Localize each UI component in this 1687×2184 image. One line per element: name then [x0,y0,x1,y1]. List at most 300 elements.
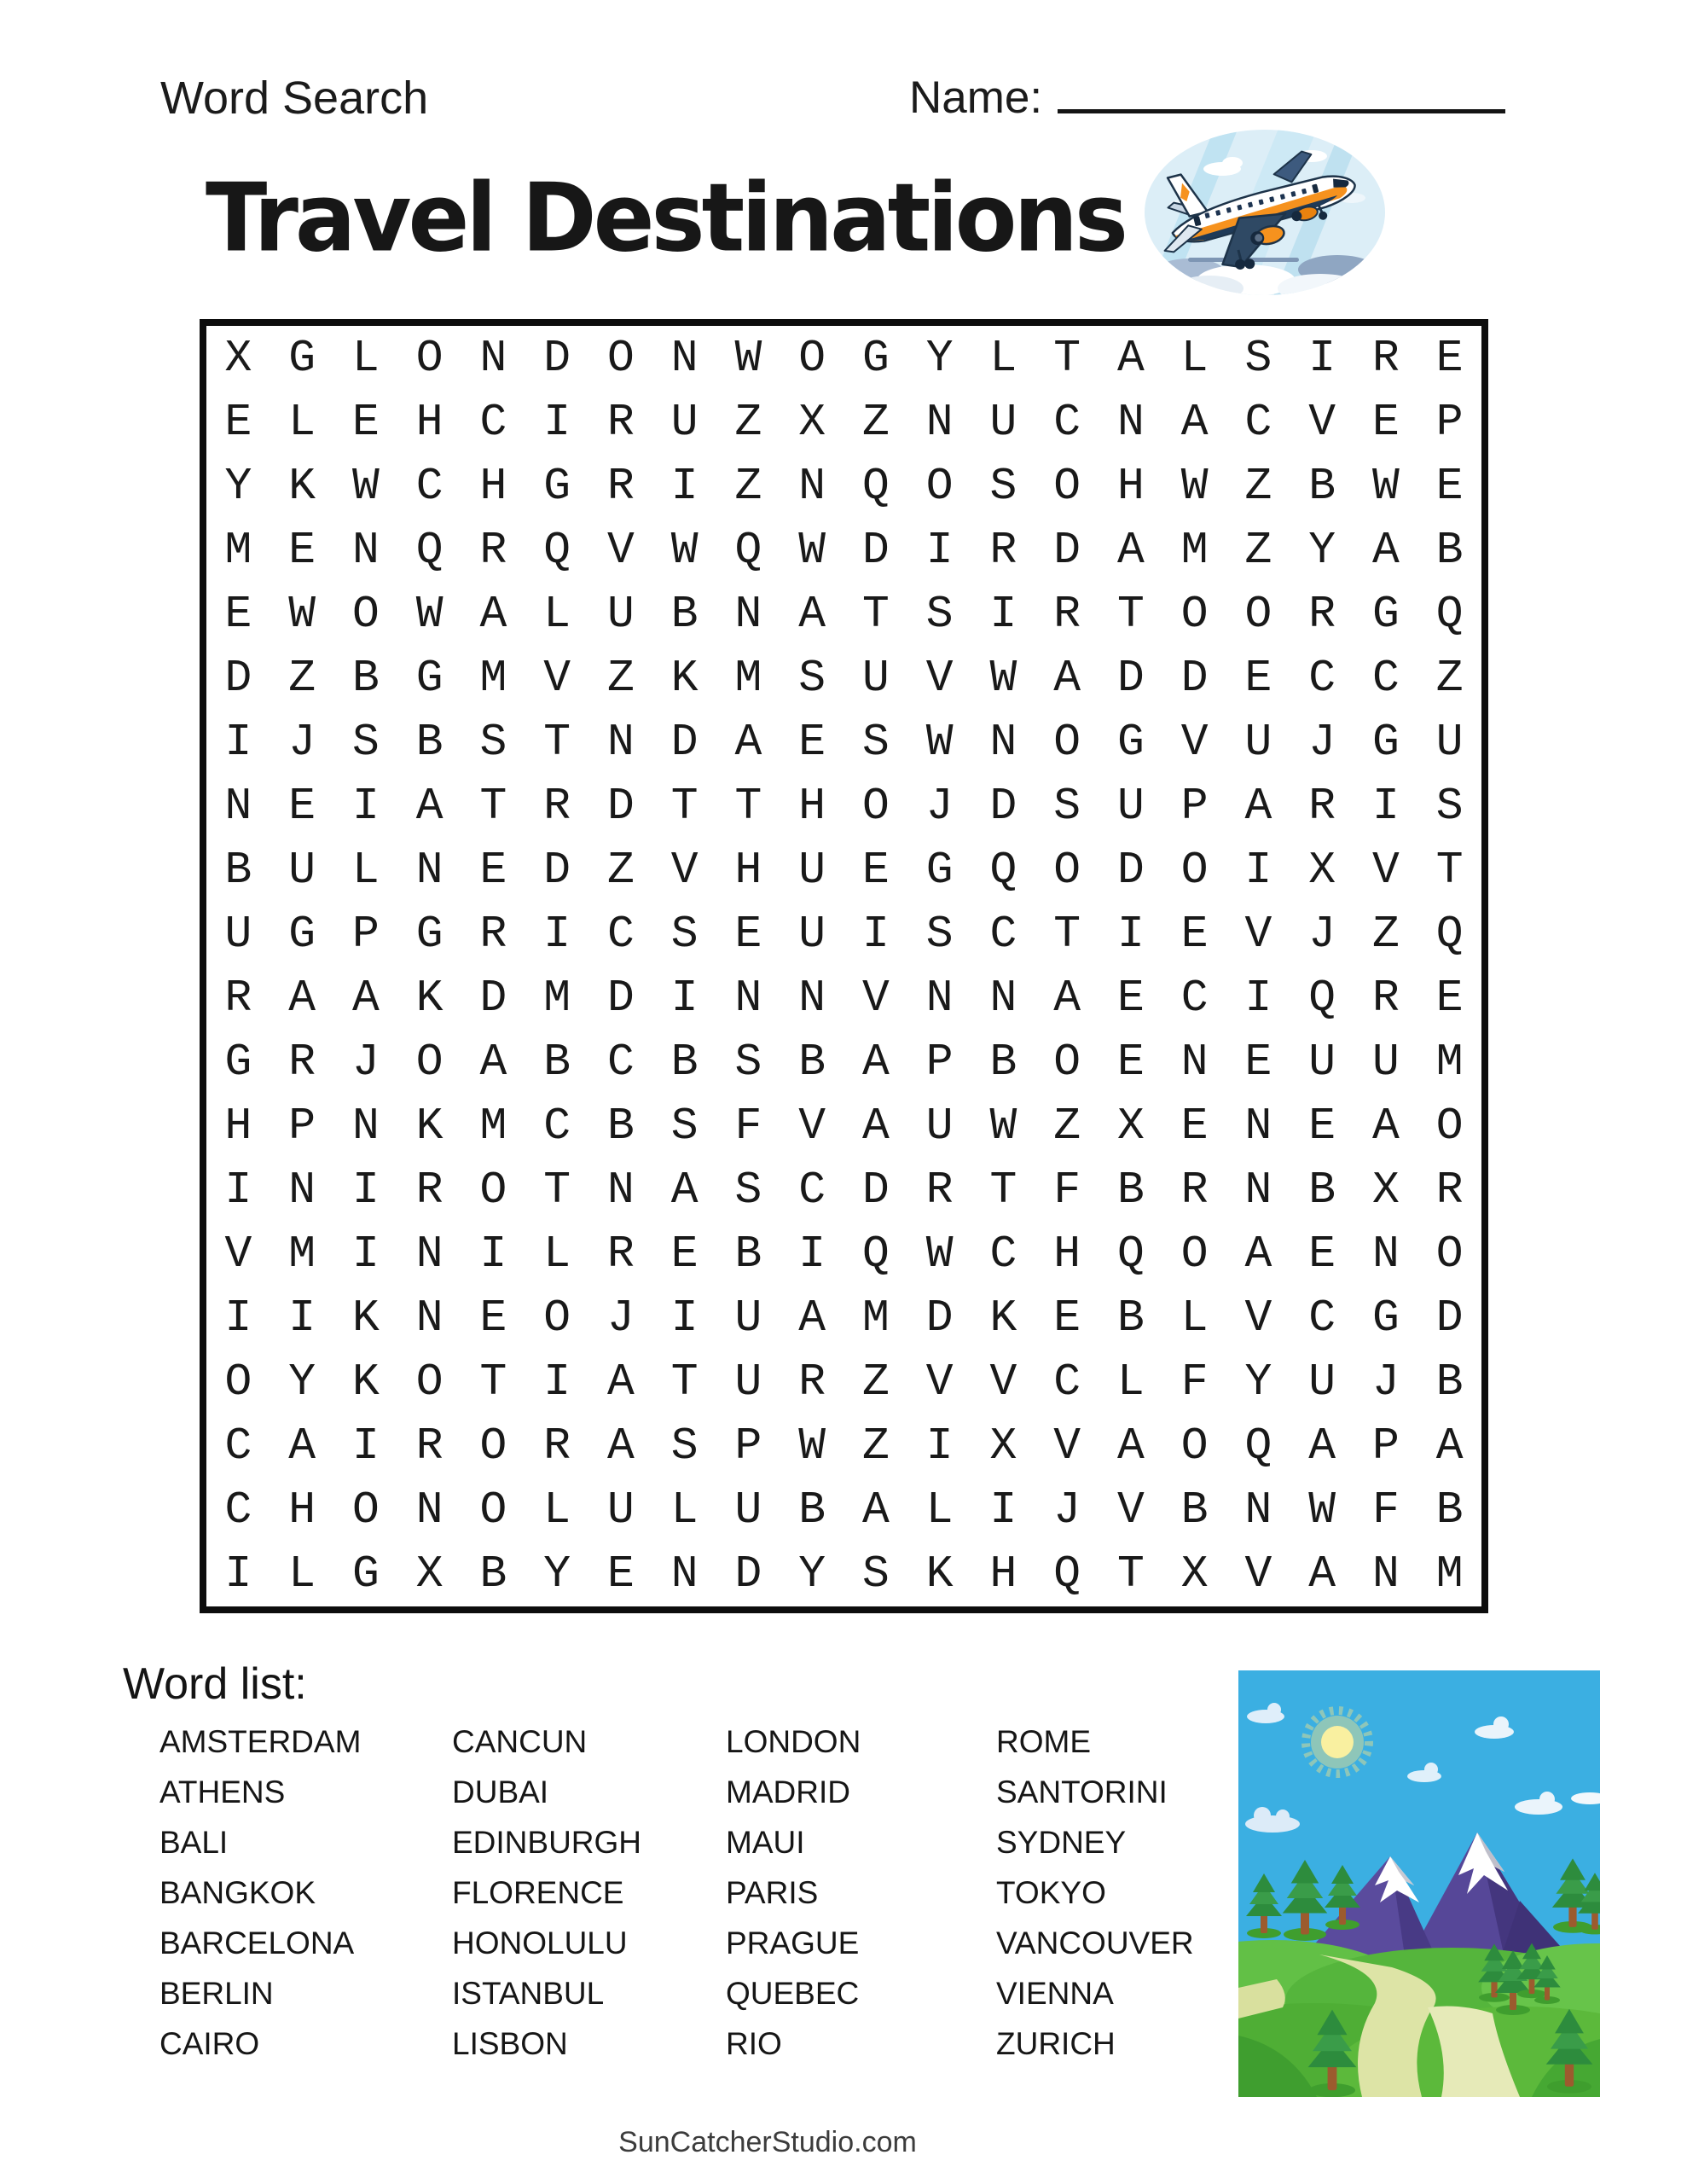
cloud-band [1137,255,1377,300]
grid-cell: K [351,1356,380,1409]
grid-cell: Z [606,652,635,704]
grid-cell: S [734,1037,762,1089]
grid-cell: E [1371,396,1400,448]
grid-cell: N [1371,1228,1400,1281]
grid-cell: B [1308,460,1336,512]
grid-cell: D [861,1165,890,1217]
grid-cell: G [288,908,316,960]
grid-cell: A [798,1292,826,1345]
grid-cell: L [925,1484,954,1536]
grid-cell: Y [925,332,954,384]
grid-cell: O [415,1356,443,1409]
grid-cell: O [798,332,826,384]
grid-cell: F [1053,1165,1081,1217]
grid-cell: I [1308,332,1336,384]
grid-cell: A [670,1165,699,1217]
grid-cell: A [288,973,316,1025]
grid-cell: G [351,1548,380,1600]
grid-cell: B [415,716,443,768]
grid-cell: R [1308,780,1336,832]
grid-cell: A [1371,1101,1400,1153]
grid-cell: H [734,844,762,896]
grid-cell: I [1371,780,1400,832]
grid-cell: R [606,1228,635,1281]
grid-cell: L [543,1484,571,1536]
grid-cell: Z [861,1420,890,1472]
grid-cell: R [1371,332,1400,384]
grid-cell: R [415,1420,443,1472]
grid-cell: P [1435,396,1464,448]
grid-cell: J [925,780,954,832]
grid-cell: I [670,460,699,512]
grid-cell: B [989,1037,1017,1089]
word-item: BANGKOK [159,1875,316,1910]
grid-cell: U [288,844,316,896]
grid-cell: S [670,1101,699,1153]
grid-cell: E [1244,652,1272,704]
grid-cell: U [606,1484,635,1536]
grid-cell: I [989,1484,1017,1536]
grid-cell: M [479,652,507,704]
grid-cell: Q [734,524,762,576]
grid-cell: S [1244,332,1272,384]
grid-cell: N [989,716,1017,768]
word-item: BERLIN [159,1976,274,2011]
grid-cell: V [989,1356,1017,1409]
grid-cell: Q [989,844,1017,896]
grid-cell: N [288,1165,316,1217]
grid-cell: T [1435,844,1464,896]
grid-cell: V [606,524,635,576]
grid-cell: W [798,1420,826,1472]
word-item: RIO [726,2026,782,2061]
grid-cell: E [606,1548,635,1600]
grid-cell: S [1053,780,1081,832]
word-item: PARIS [726,1875,819,1910]
grid-cell: E [734,908,762,960]
grid-cell: C [415,460,443,512]
grid-cell: I [224,716,252,768]
grid-cell: S [925,588,954,640]
grid-cell: E [479,844,507,896]
grid-cell: G [1371,588,1400,640]
grid-cell: O [415,1037,443,1089]
grid-cell: E [1180,1101,1209,1153]
grid-cell: N [1244,1165,1272,1217]
grid-cell: F [734,1101,762,1153]
grid-cell: K [351,1292,380,1345]
grid-cell: T [670,1356,699,1409]
grid-cell: B [543,1037,571,1089]
grid-cell: E [288,524,316,576]
grid-cell: O [479,1484,507,1536]
grid-cell: X [798,396,826,448]
grid-cell: P [1371,1420,1400,1472]
grid-cell: S [1435,780,1464,832]
grid-cell: S [861,716,890,768]
grid-cell: X [1308,844,1336,896]
grid-cell: C [989,1228,1017,1281]
grid-cell: U [798,908,826,960]
grid-cell: N [670,332,699,384]
grid-cell: I [351,1165,380,1217]
grid-cell: T [989,1165,1017,1217]
grid-cell: R [606,396,635,448]
grid-cell: D [1435,1292,1464,1345]
grid-cell: P [351,908,380,960]
word-item: VIENNA [996,1976,1114,2011]
grid-cell: E [670,1228,699,1281]
grid-cell: P [1180,780,1209,832]
grid-cell: H [479,460,507,512]
grid-cell: L [670,1484,699,1536]
grid-cell: V [1244,908,1272,960]
grid-cell: R [479,524,507,576]
grid-cell: O [351,1484,380,1536]
grid-cell: T [479,1356,507,1409]
grid-cell: A [861,1484,890,1536]
grid-cell: Y [1308,524,1336,576]
grid-cell: I [543,396,571,448]
word-item: VANCOUVER [996,1926,1194,1960]
grid-cell: I [224,1292,252,1345]
grid-cell: K [415,973,443,1025]
word-item: ROME [996,1724,1091,1759]
grid-cell: C [1180,973,1209,1025]
grid-cell: G [224,1037,252,1089]
grid-cell: N [670,1548,699,1600]
grid-cell: J [1308,908,1336,960]
grid-cell: I [351,780,380,832]
grid-cell: U [989,396,1017,448]
grid-cell: W [1180,460,1209,512]
grid-cell: N [1116,396,1145,448]
grid-cell: R [989,524,1017,576]
grid-cell: I [1244,973,1272,1025]
grid-cell: N [1244,1101,1272,1153]
grid-cell: C [1308,1292,1336,1345]
grid-cell: V [925,1356,954,1409]
grid-cell: R [1180,1165,1209,1217]
grid-cell: O [1180,1420,1209,1472]
grid-cell: P [734,1420,762,1472]
word-item: LISBON [452,2026,568,2061]
grid-cell: D [224,652,252,704]
grid-cell: Q [1308,973,1336,1025]
worksheet-type-label: Word Search [160,73,429,124]
grid-cell: V [798,1101,826,1153]
grid-cell: L [989,332,1017,384]
grid-cell: W [351,460,380,512]
grid-cell: Q [543,524,571,576]
grid-cell: G [861,332,890,384]
grid-cell: L [1180,332,1209,384]
grid-cell: C [989,908,1017,960]
grid-cell: I [798,1228,826,1281]
grid-cell: O [861,780,890,832]
grid-cell: I [670,973,699,1025]
grid-cell: S [734,1165,762,1217]
grid-cell: T [1116,588,1145,640]
grid-cell: E [1116,1037,1145,1089]
grid-cell: Q [861,460,890,512]
grid-cell: N [606,716,635,768]
grid-cell: O [1053,716,1081,768]
word-item: ISTANBUL [452,1976,605,2011]
grid-cell: K [925,1548,954,1600]
word-item: BARCELONA [159,1926,355,1960]
grid-cell: W [1308,1484,1336,1536]
grid-cell: W [798,524,826,576]
grid-cell: M [861,1292,890,1345]
grid-cell: F [1371,1484,1400,1536]
grid-cell: V [861,973,890,1025]
grid-cell: E [1244,1037,1272,1089]
grid-cell: B [479,1548,507,1600]
grid-cell: N [479,332,507,384]
grid-cell: E [1308,1101,1336,1153]
grid-cell: U [1116,780,1145,832]
grid-cell: G [1371,1292,1400,1345]
grid-cell: E [1308,1228,1336,1281]
grid-cell: N [734,973,762,1025]
grid-cell: Z [606,844,635,896]
grid-cell: O [351,588,380,640]
grid-cell: N [606,1165,635,1217]
grid-cell: S [670,908,699,960]
grid-cell: M [734,652,762,704]
grid-cell: N [1180,1037,1209,1089]
grid-cell: H [415,396,443,448]
word-item: HONOLULU [452,1926,628,1960]
grid-cell: S [479,716,507,768]
grid-cell: Z [861,1356,890,1409]
grid-cell: H [1116,460,1145,512]
grid-cell: D [1053,524,1081,576]
grid-cell: W [288,588,316,640]
grid-cell: A [606,1356,635,1409]
grid-cell: B [798,1037,826,1089]
grid-cell: C [543,1101,571,1153]
grid-cell: V [1180,716,1209,768]
grid-cell: V [670,844,699,896]
grid-cell: H [288,1484,316,1536]
grid-cell: O [1180,844,1209,896]
grid-cell: U [670,396,699,448]
grid-cell: X [415,1548,443,1600]
grid-cell: A [415,780,443,832]
grid-cell: I [224,1548,252,1600]
grid-cell: C [1053,1356,1081,1409]
grid-cell: O [1180,588,1209,640]
word-list-heading: Word list: [123,1659,307,1709]
grid-cell: U [861,652,890,704]
grid-cell: X [224,332,252,384]
name-label: Name: [909,73,1043,123]
grid-cell: B [1116,1165,1145,1217]
letter-grid [200,319,1488,1613]
grid-cell: Q [1435,908,1464,960]
word-list-column [726,1716,861,2069]
grid-cell: O [224,1356,252,1409]
grid-cell: N [224,780,252,832]
word-item: LONDON [726,1724,861,1759]
grid-cell: C [798,1165,826,1217]
grid-cell: M [1435,1548,1464,1600]
puzzle-title: Travel Destinations [205,163,1126,273]
grid-cell: U [734,1356,762,1409]
grid-cell: M [1180,524,1209,576]
grid-cell: V [1116,1484,1145,1536]
grid-cell: R [415,1165,443,1217]
grid-cell: Z [288,652,316,704]
grid-cell: E [224,588,252,640]
grid-cell: L [543,1228,571,1281]
grid-cell: S [798,652,826,704]
grid-cell: C [606,908,635,960]
grid-cell: D [606,973,635,1025]
grid-cell: D [989,780,1017,832]
grid-cell: E [351,396,380,448]
grid-cell: Q [861,1228,890,1281]
grid-cell: M [543,973,571,1025]
grid-cell: C [1244,396,1272,448]
grid-cell: I [861,908,890,960]
grid-cell: D [606,780,635,832]
grid-cell: C [224,1420,252,1472]
grid-cell: I [925,1420,954,1472]
grid-cell: W [1371,460,1400,512]
grid-cell: S [351,716,380,768]
grid-cell: A [288,1420,316,1472]
grid-cell: B [606,1101,635,1153]
grid-cell: D [861,524,890,576]
grid-cell: S [989,460,1017,512]
grid-cell: Z [1244,524,1272,576]
word-item: TOKYO [996,1875,1106,1910]
grid-cell: T [734,780,762,832]
grid-cell: N [798,460,826,512]
grid-cell: C [1371,652,1400,704]
grid-cell: N [734,588,762,640]
grid-cell: E [1116,973,1145,1025]
grid-cell: A [1308,1420,1336,1472]
grid-cell: T [1116,1548,1145,1600]
grid-cell: V [1371,844,1400,896]
grid-cell: A [606,1420,635,1472]
grid-cell: B [1435,1356,1464,1409]
grid-cell: U [1244,716,1272,768]
grid-cell: J [288,716,316,768]
airplane-illustration [1137,125,1393,300]
grid-cell: Z [1435,652,1464,704]
grid-cell: Q [415,524,443,576]
grid-cell: B [670,588,699,640]
word-item: BALI [159,1825,229,1860]
grid-cell: C [1308,652,1336,704]
grid-cell: J [1053,1484,1081,1536]
grid-cell: A [479,588,507,640]
grid-cell: E [1435,332,1464,384]
grid-cell: I [288,1292,316,1345]
grid-cell: M [1435,1037,1464,1089]
grid-cell: Z [1053,1101,1081,1153]
grid-cell: T [479,780,507,832]
grid-cell: N [1371,1548,1400,1600]
grid-cell: U [1435,716,1464,768]
landscape-illustration [1238,1670,1600,2097]
grid-cell: I [351,1228,380,1281]
grid-cell: S [670,1420,699,1472]
grid-cell: W [415,588,443,640]
word-item: SANTORINI [996,1774,1168,1809]
grid-cell: T [543,1165,571,1217]
grid-cell: O [1244,588,1272,640]
grid-cell: R [1308,588,1336,640]
grid-cell: R [606,460,635,512]
grid-cell: O [1180,1228,1209,1281]
grid-cell: B [734,1228,762,1281]
grid-cell: R [543,780,571,832]
grid-cell: L [543,588,571,640]
grid-cell: S [925,908,954,960]
website-credit: SunCatcherStudio.com [618,2126,917,2158]
word-item: FLORENCE [452,1875,624,1910]
word-item: EDINBURGH [452,1825,642,1860]
grid-cell: H [989,1548,1017,1600]
grid-cell: N [925,973,954,1025]
grid-cell: V [1244,1548,1272,1600]
grid-cell: E [861,844,890,896]
grid-cell: A [1116,524,1145,576]
grid-cell: V [1308,396,1336,448]
grid-cell: A [1308,1548,1336,1600]
grid-cell: G [288,332,316,384]
grid-cell: B [1435,524,1464,576]
grid-cell: V [543,652,571,704]
word-item: DUBAI [452,1774,549,1809]
grid-cell: A [798,588,826,640]
grid-cell: N [1244,1484,1272,1536]
grid-cell: O [1053,844,1081,896]
grid-cell: C [479,396,507,448]
grid-cell: O [1053,460,1081,512]
grid-cell: W [734,332,762,384]
grid-cell: Z [1244,460,1272,512]
grid-cell: I [543,908,571,960]
grid-cell: O [925,460,954,512]
grid-cell: N [989,973,1017,1025]
grid-cell: A [1053,973,1081,1025]
grid-cell: J [351,1037,380,1089]
grid-cell: I [989,588,1017,640]
grid-cell: D [925,1292,954,1345]
grid-cell: U [606,588,635,640]
grid-cell: O [606,332,635,384]
grid-cell: D [479,973,507,1025]
grid-cell: X [1180,1548,1209,1600]
grid-cell: G [415,908,443,960]
grid-cell: C [606,1037,635,1089]
grid-cell: U [734,1292,762,1345]
grid-cell: N [415,844,443,896]
grid-cell: L [288,396,316,448]
grid-cell: A [734,716,762,768]
grid-cell: D [1180,652,1209,704]
grid-cell: B [1180,1484,1209,1536]
grid-cell: N [925,396,954,448]
grid-cell: H [798,780,826,832]
